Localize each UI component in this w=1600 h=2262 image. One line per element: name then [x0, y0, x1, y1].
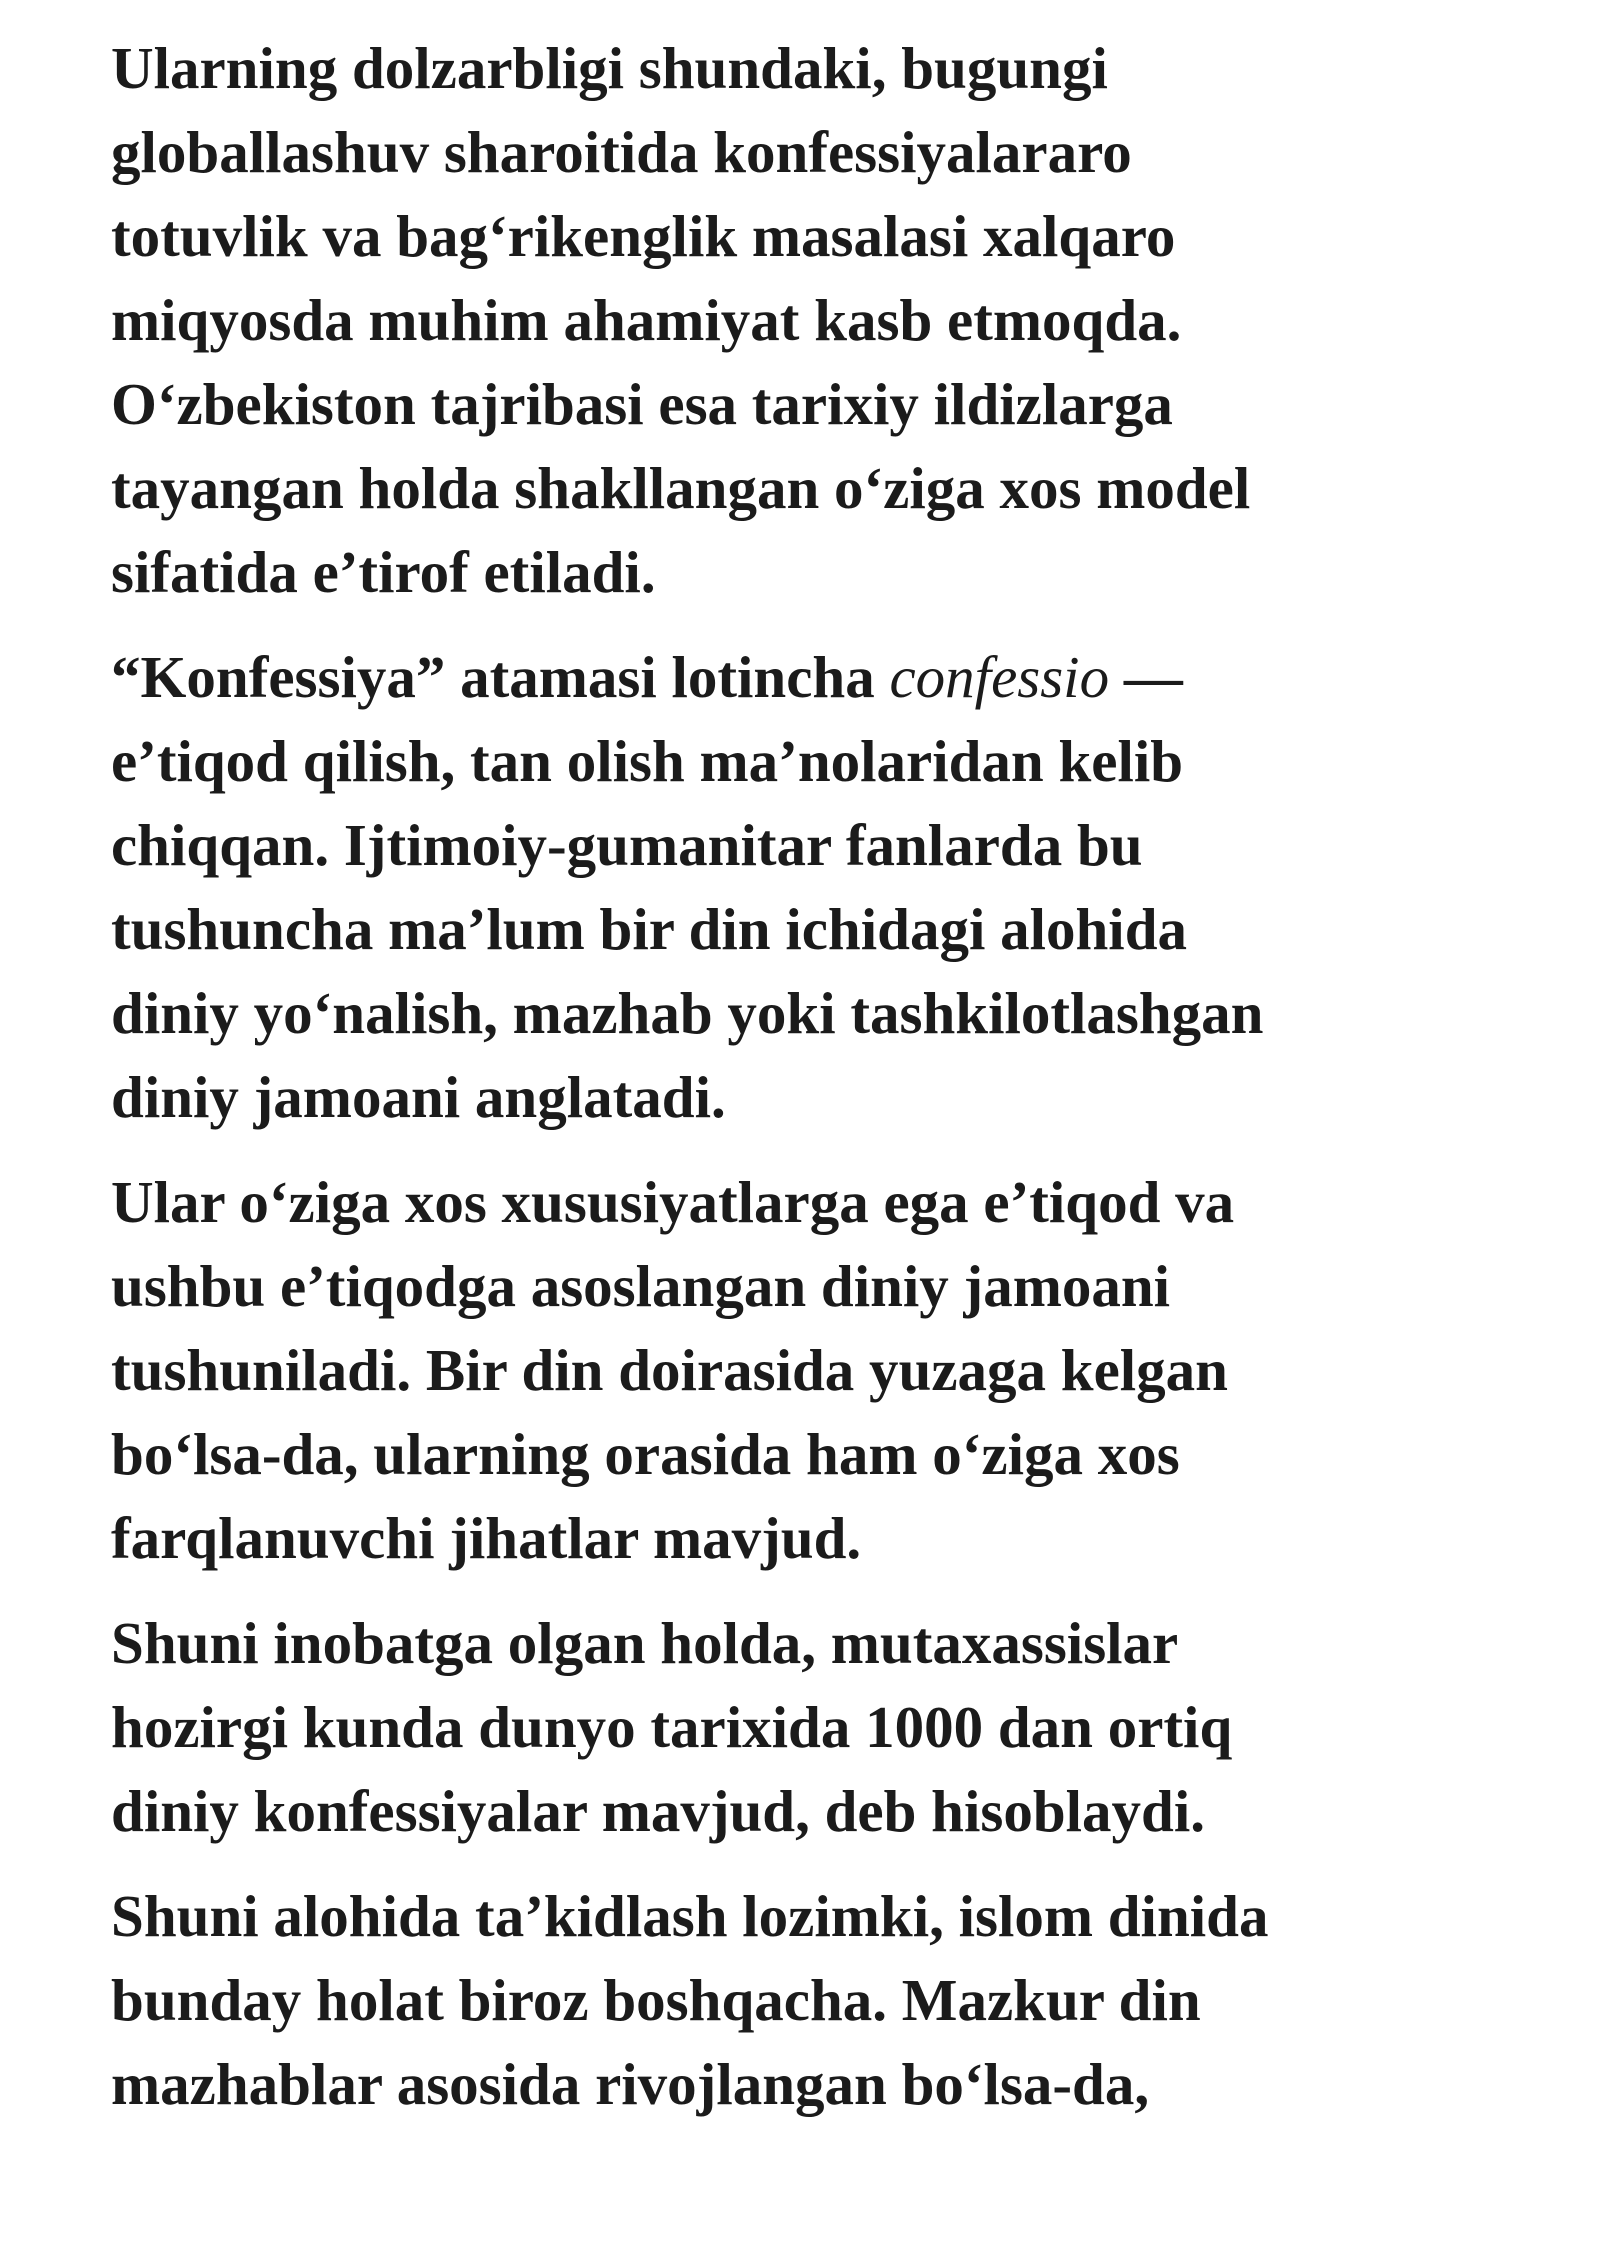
text-segment: sifatida e’tirof etiladi. [111, 539, 656, 605]
text-line [111, 1874, 1491, 1958]
text-line [111, 803, 1491, 887]
text-line [111, 194, 1491, 278]
text-line [111, 1685, 1491, 1769]
text-line [111, 1958, 1491, 2042]
text-segment: tushuniladi. Bir din doirasida yuzaga kelgan [111, 1337, 1228, 1403]
text-segment: tushuncha ma’lum bir din ichidagi alohida [111, 896, 1188, 962]
italic-term: confessio [889, 644, 1110, 710]
text-line [111, 1328, 1491, 1412]
paragraph [111, 1160, 1491, 1580]
text-segment: totuvlik va bag‘rikenglik masalasi xalqaro [111, 203, 1176, 269]
text-line [111, 1769, 1491, 1853]
text-segment: farqlanuvchi jihatlar mavjud. [111, 1505, 862, 1571]
paragraph [111, 1874, 1491, 2126]
text-segment: e’tiqod qilish, tan olish ma’nolaridan kelib [111, 728, 1184, 794]
text-line [111, 971, 1491, 1055]
text-segment: Ularning dolzarbligi shundaki, bugungi [111, 35, 1108, 101]
text-line [111, 1055, 1491, 1139]
text-line [111, 719, 1491, 803]
text-line [111, 1160, 1491, 1244]
text-segment: Ular o‘ziga xos xususiyatlarga ega e’tiqod va [111, 1169, 1235, 1235]
text-segment: miqyosda muhim ahamiyat kasb etmoqda. [111, 287, 1182, 353]
text-line [111, 26, 1491, 110]
document-page [111, 26, 1491, 2147]
text-segment: “Konfessiya” atamasi lotincha [111, 644, 890, 710]
text-line [111, 278, 1491, 362]
text-segment: Shuni alohida ta’kidlash lozimki, islom dinida [111, 1883, 1269, 1949]
text-line [111, 887, 1491, 971]
text-segment: mazhablar asosida rivojlangan bo‘lsa-da, [111, 2051, 1150, 2117]
text-segment: O‘zbekiston tajribasi esa tarixiy ildizlarga [111, 371, 1173, 437]
text-segment: globallashuv sharoitida konfessiyalararo [111, 119, 1132, 185]
paragraph [111, 635, 1491, 1139]
text-segment: tayangan holda shakllangan o‘ziga xos model [111, 455, 1251, 521]
text-line [111, 2042, 1491, 2126]
text-line [111, 362, 1491, 446]
text-line [111, 635, 1491, 719]
text-line [111, 110, 1491, 194]
text-segment: diniy jamoani anglatadi. [111, 1064, 726, 1130]
text-segment: Shuni inobatga olgan holda, mutaxassislar [111, 1610, 1179, 1676]
text-segment: diniy yo‘nalish, mazhab yoki tashkilotlashgan [111, 980, 1264, 1046]
text-segment: chiqqan. Ijtimoiy-gumanitar fanlarda bu [111, 812, 1143, 878]
text-segment: diniy konfessiyalar mavjud, deb hisoblaydi. [111, 1778, 1206, 1844]
paragraph [111, 26, 1491, 614]
text-line [111, 1496, 1491, 1580]
text-segment: hozirgi kunda dunyo tarixida 1000 dan ortiq [111, 1694, 1233, 1760]
text-line [111, 1412, 1491, 1496]
text-line [111, 1601, 1491, 1685]
text-segment: ushbu e’tiqodga asoslangan diniy jamoani [111, 1253, 1171, 1319]
text-segment: — [1109, 644, 1183, 710]
text-segment: bunday holat biroz boshqacha. Mazkur din [111, 1967, 1201, 2033]
text-line [111, 1244, 1491, 1328]
text-line [111, 446, 1491, 530]
text-segment: bo‘lsa-da, ularning orasida ham o‘ziga xos [111, 1421, 1180, 1487]
paragraph [111, 1601, 1491, 1853]
text-line [111, 530, 1491, 614]
